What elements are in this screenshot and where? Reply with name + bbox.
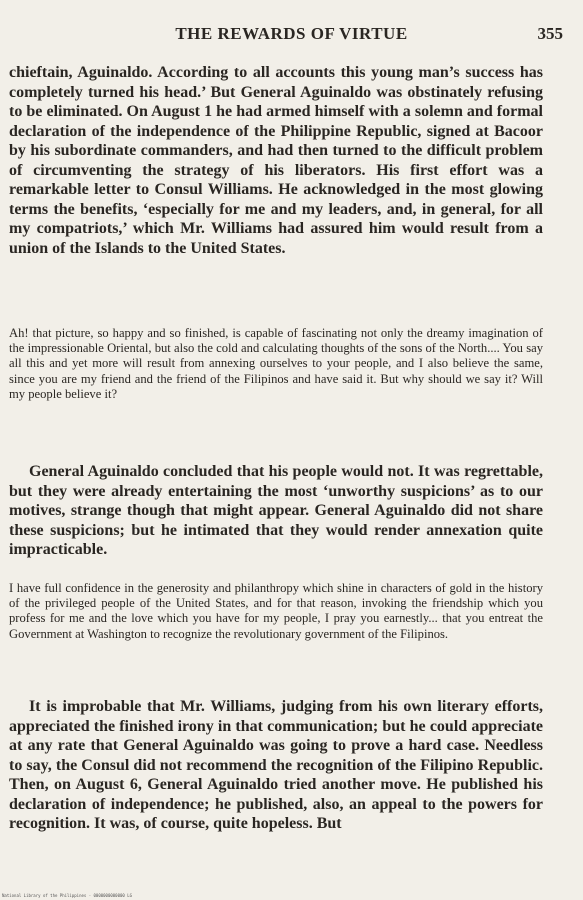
block-quote-1: Ah! that picture, so happy and so finished, is capable of fascinating not only the dreamy imagination of the impressionable Oriental, but also the cold and calculating thoughts of the sons of the North.... You say all this and yet more will result from annexing ourselves to your people, and I also believe the same, since you are my friend and the friend of the Filipinos and have said it. But why should we say it? Will my people believe it? bbox=[9, 326, 543, 401]
page-number: 355 bbox=[537, 24, 563, 43]
page-header bbox=[0, 24, 583, 50]
scan-watermark: National Library of the Philippines · 0000000000000 LG bbox=[2, 893, 133, 898]
body-paragraph-3: It is improbable that Mr. Williams, judging from his own literary efforts, appreciated the finished irony in that communication; but he could appreciate at any rate that General Aguinaldo was going to prove a hard case. Needless to say, the Consul did not recommend the recognition of the Filipino Republic. Then, on August 6, General Aguinaldo tried another move. He published his declaration of independence; he published, also, an appeal to the powers for recognition. It was, of course, quite hopeless. But bbox=[9, 698, 543, 832]
body-paragraph-2: General Aguinaldo concluded that his people would not. It was regrettable, but they were already entertaining the most ‘unworthy suspicions’ as to our motives, strange though that might appear. General Aguinaldo did not share these suspicions; but he intimated that they would render annexation quite impracticable. bbox=[9, 463, 543, 558]
body-paragraph-1: chieftain, Aguinaldo. According to all accounts this young man’s success has completely turned his head.’ But General Aguinaldo was obstinately refusing to be eliminated. On August 1 he had armed himself with a solemn and formal declaration of the independence of the Philippine Republic, signed at Bacoor by his subordinate commanders, and had then turned to the difficult problem of circumventing the strategy of his liberators. His first effort was a remarkable letter to Consul Williams. He acknowledged in the most glowing terms the benefits, ‘especially for me and my leaders, and, in general, for all my compatriots,’ which Mr. Williams had assured him would result from a union of the Islands to the United States. bbox=[9, 64, 543, 257]
running-title: THE REWARDS OF VIRTUE bbox=[175, 24, 408, 43]
block-quote-2: I have full confidence in the generosity and philanthropy which shine in characters of gold in the history of the privileged people of the United States, and for that reason, invoking the friendship which you profess for me and the love which you have for my people, I pray you earnestly... that you entreat the Government at Washington to recognize the revolutionary government of the Filipinos. bbox=[9, 581, 543, 641]
